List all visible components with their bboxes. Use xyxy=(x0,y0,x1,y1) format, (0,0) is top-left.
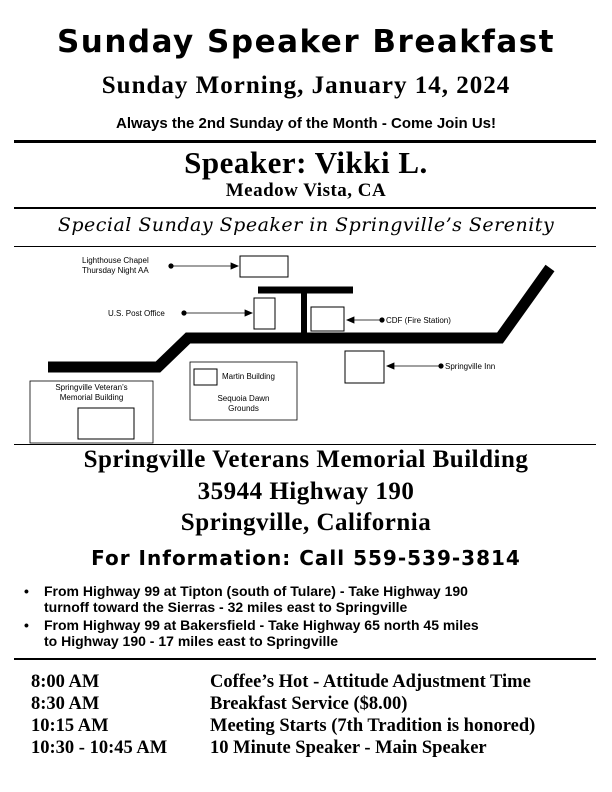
divider xyxy=(14,444,596,445)
tagline: Always the 2nd Sunday of the Month - Come Join Us! xyxy=(115,115,497,132)
martin-building-label: Martin Building xyxy=(222,372,275,381)
lighthouse-label: Lighthouse Chapel Thursday Night AA xyxy=(82,256,149,275)
post-office-building xyxy=(254,298,275,329)
schedule-event: Breakfast Service ($8.00) xyxy=(210,694,408,714)
special-banner: Special Sunday Speaker in Springville’s Serenity xyxy=(57,214,555,236)
direction-item: • From Highway 99 at Tipton (south of Tulare) - Take Highway 190 turnoff toward the Sierras - 32 miles east to Springville xyxy=(24,583,468,615)
schedule-time: 10:30 - 10:45 AM xyxy=(31,738,168,758)
veterans-building-label: Springville Veteran’s Memorial Building xyxy=(55,383,128,402)
veterans-building xyxy=(78,408,134,439)
bullet-icon: • xyxy=(24,583,29,599)
flyer-title: Sunday Speaker Breakfast xyxy=(56,24,556,60)
springville-inn-label: Springville Inn xyxy=(445,362,496,371)
fire-station-pointer xyxy=(347,317,384,323)
schedule-time: 8:00 AM xyxy=(31,672,100,692)
schedule-event: Coffee’s Hot - Attitude Adjustment Time xyxy=(210,672,531,692)
event-date: Sunday Morning, January 14, 2024 xyxy=(101,72,511,99)
venue-address: 35944 Highway 190 xyxy=(197,478,415,505)
martin-building xyxy=(194,369,217,385)
speaker-location: Meadow Vista, CA xyxy=(225,180,387,201)
divider xyxy=(14,140,596,143)
sequoia-grounds-label: Sequoia Dawn Grounds xyxy=(217,394,270,413)
post-office-pointer xyxy=(182,310,252,316)
divider xyxy=(14,246,596,247)
post-office-label: U.S. Post Office xyxy=(108,309,165,318)
divider xyxy=(14,658,596,660)
bullet-icon: • xyxy=(24,617,29,633)
speaker-name: Speaker: Vikki L. xyxy=(184,145,428,180)
info-phone: For Information: Call 559-539-3814 xyxy=(91,546,521,570)
direction-item: • From Highway 99 at Bakersfield - Take Highway 65 north 45 miles to Highway 190 - 17 miles east to Springville xyxy=(24,617,479,649)
divider xyxy=(14,207,596,209)
schedule-event: Meeting Starts (7th Tradition is honored) xyxy=(210,716,536,736)
venue-city: Springville, California xyxy=(180,509,432,536)
lighthouse-chapel-building xyxy=(240,256,288,277)
schedule-event: 10 Minute Speaker - Main Speaker xyxy=(210,738,487,758)
fire-station-building xyxy=(311,307,344,331)
fire-station-label: CDF (Fire Station) xyxy=(386,316,451,325)
schedule-time: 8:30 AM xyxy=(31,694,100,714)
venue-name: Springville Veterans Memorial Building xyxy=(83,446,529,473)
lighthouse-pointer xyxy=(169,263,238,269)
location-map xyxy=(0,248,612,446)
schedule-time: 10:15 AM xyxy=(31,716,109,736)
springville-inn-pointer xyxy=(387,363,443,369)
springville-inn-building xyxy=(345,351,384,383)
